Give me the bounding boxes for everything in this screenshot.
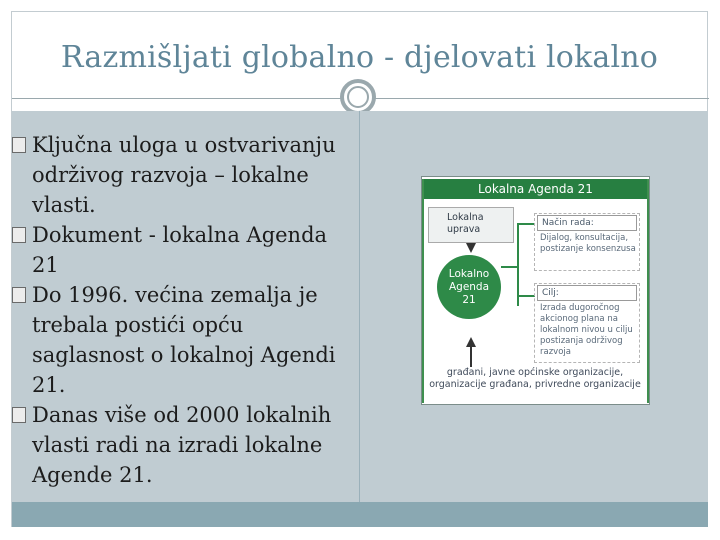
arrow-down-icon <box>466 243 476 253</box>
bullet-item <box>12 280 352 400</box>
goal-text: Izrada dugoročnog akcionog plana na lokalnom nivou u cilju postizanja održivog razvoja <box>540 303 633 357</box>
bullet-box-icon <box>12 287 26 303</box>
figure-left-edge <box>422 179 424 403</box>
title-ring-ornament <box>340 79 376 115</box>
slide-title: Razmišljati globalno - djelovati lokalno <box>60 40 659 75</box>
local-agenda-circle <box>437 255 501 319</box>
arrow-stem <box>470 347 472 367</box>
connector-line <box>517 295 535 297</box>
bullet-item <box>12 220 352 280</box>
bullet-text: Ključna uloga u ostvarivanju održivog razvoja – lokalne vlasti. <box>32 133 336 217</box>
arrow-up-icon <box>466 337 476 347</box>
bullet-text: Dokument - lokalna Agenda 21 <box>32 223 328 277</box>
bullet-item <box>12 130 352 220</box>
footer-band <box>12 502 708 527</box>
column-divider <box>359 111 360 502</box>
local-government-box: Lokalna uprava <box>428 207 514 243</box>
agenda-figure <box>421 176 650 405</box>
bullet-list <box>12 130 352 490</box>
organizations-text: građani, javne općinske organizacije, organizacije građana, privredne organizacije <box>429 367 641 390</box>
bullet-text: Danas više od 2000 lokalnih vlasti radi na izradi lokalne Agende 21. <box>32 403 332 487</box>
goal-label: Cilj: <box>537 285 637 301</box>
method-text: Dijalog, konsultacija, postizanje konsenzusa <box>540 233 636 254</box>
bullet-item <box>12 400 352 490</box>
figure-right-edge <box>647 179 649 403</box>
circle-line: Lokalno <box>448 267 490 280</box>
figure-header: Lokalna Agenda 21 <box>424 179 647 199</box>
bullet-box-icon <box>12 407 26 423</box>
circle-line: 21 <box>462 293 476 306</box>
bullet-box-icon <box>12 227 26 243</box>
connector-line <box>517 223 519 267</box>
method-label: Način rada: <box>537 215 637 231</box>
connector-line <box>517 223 535 225</box>
bullet-text: Do 1996. većina zemalja je trebala postići opću saglasnost o lokalnoj Agendi 21. <box>32 283 336 397</box>
circle-line: Agenda <box>448 280 490 293</box>
connector-line <box>517 266 519 306</box>
bullet-box-icon <box>12 137 26 153</box>
